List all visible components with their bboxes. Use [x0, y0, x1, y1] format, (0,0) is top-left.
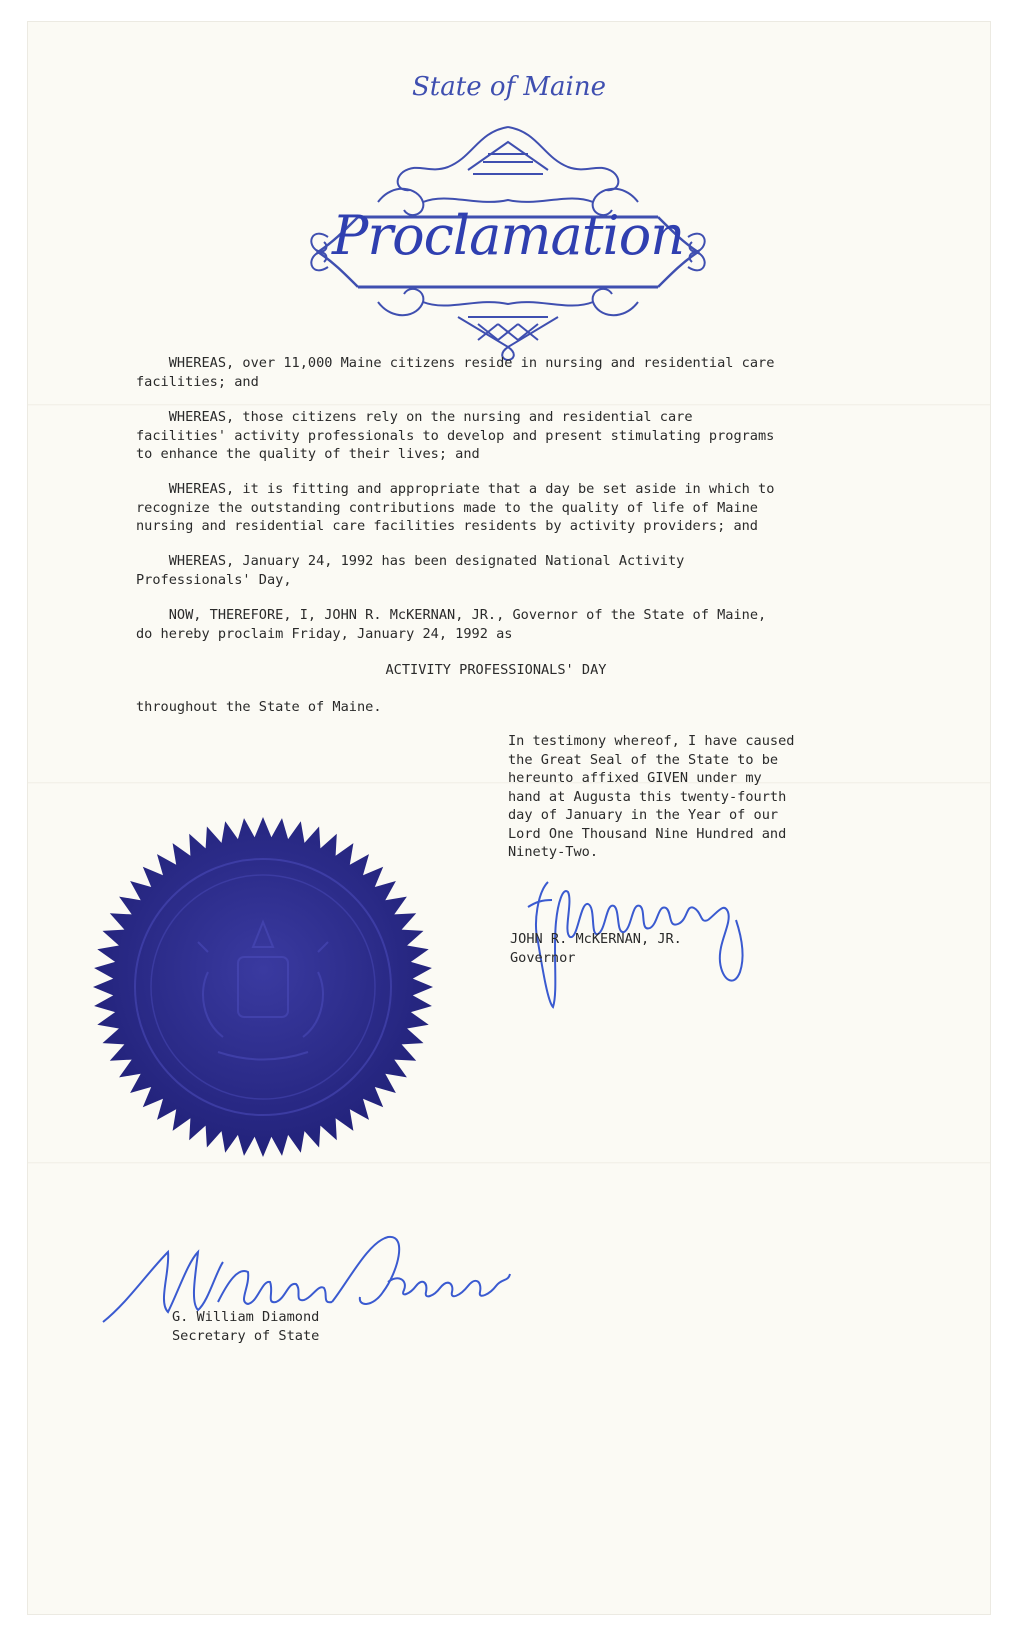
proclaim-paragraph: NOW, THEREFORE, I, JOHN R. McKERNAN, JR., Governor of the State of Maine, do hereby proclaim Friday, January 24, 1992 as — [136, 607, 767, 642]
proclamation-title: Proclamation — [331, 204, 685, 267]
state-heading: State of Maine — [412, 72, 606, 102]
whereas-paragraph-2: WHEREAS, those citizens rely on the nursing and residential care facilities' activity professionals to develop and present stimulating programs to enhance the quality of their lives; and — [136, 409, 775, 462]
proclamation-crest — [298, 112, 718, 362]
fold-line — [28, 404, 990, 406]
fold-line — [28, 1162, 990, 1164]
governor-name: JOHN R. McKERNAN, JR. — [510, 931, 682, 947]
closing-line: throughout the State of Maine. — [136, 699, 382, 715]
governor-title: Governor — [510, 950, 576, 966]
whereas-paragraph-4: WHEREAS, January 24, 1992 has been designated National Activity Professionals' Day, — [136, 553, 685, 588]
secretary-name: G. William Diamond — [172, 1309, 320, 1325]
great-seal-icon — [88, 812, 438, 1162]
whereas-paragraph-3: WHEREAS, it is fitting and appropriate that a day be set aside in which to recognize the outstanding contributions made to the quality of life of Maine nursing and residential care facilities residents by activity providers; and — [136, 481, 775, 534]
secretary-signature — [98, 1222, 558, 1332]
secretary-title: Secretary of State — [172, 1328, 320, 1344]
proclamation-document — [28, 22, 990, 1614]
whereas-paragraph-1: WHEREAS, over 11,000 Maine citizens reside in nursing and residential care facilities; and — [136, 355, 775, 390]
testimony-clause: In testimony whereof, I have caused the Great Seal of the State to be hereunto affixed GIVEN under my hand at Augusta this twenty-fourth day of January in the Year of our Lord One Thousand Nine Hundred and Ninety-Two. — [508, 733, 795, 860]
proclaimed-day-heading: ACTIVITY PROFESSIONALS' DAY — [385, 662, 607, 678]
